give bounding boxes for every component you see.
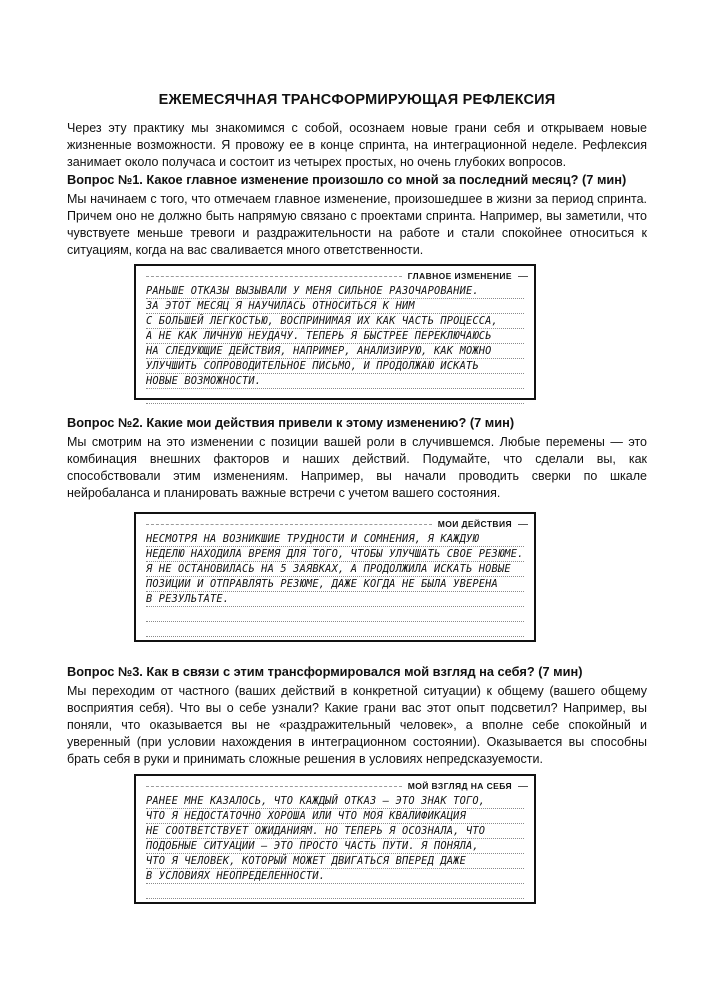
page-title: ЕЖЕМЕСЯЧНАЯ ТРАНСФОРМИРУЮЩАЯ РЕФЛЕКСИЯ — [158, 92, 556, 108]
note-3-lines — [146, 794, 524, 899]
intro-paragraph: Через эту практику мы знакомимся с собой, осознаем новые грани себя и открываем новые жизненные возможности. Я провожу ее в конце спринта, на интеграционной неделе. Рефлексия занимает около получаса и состоит из четырех простых, но очень глубоких вопросов. — [67, 121, 647, 169]
note-line: НА СЛЕДУЮЩИЕ ДЕЙСТВИЯ, НАПРИМЕР, АНАЛИЗИРУЮ, КАК МОЖНО — [146, 344, 524, 359]
note-line — [146, 884, 524, 899]
note-line: ПОДОБНЫЕ СИТУАЦИИ — ЭТО ПРОСТО ЧАСТЬ ПУТИ. Я ПОНЯЛА, — [146, 839, 524, 854]
note-line: В УСЛОВИЯХ НЕОПРЕДЕЛЕННОСТИ. — [146, 869, 524, 884]
note-line: УЛУЧШИТЬ СОПРОВОДИТЕЛЬНОЕ ПИСЬМО, И ПРОДОЛЖАЮ ИСКАТЬ — [146, 359, 524, 374]
question-2-heading: Вопрос №2. Какие мои действия привели к этому изменению? (7 мин) — [67, 415, 515, 430]
note-line: НЕ СООТВЕТСТВУЕТ ОЖИДАНИЯМ. НО ТЕПЕРЬ Я ОСОЗНАЛА, ЧТО — [146, 824, 524, 839]
note-line: НОВЫЕ ВОЗМОЖНОСТИ. — [146, 374, 524, 389]
note-1-label: ГЛАВНОЕ ИЗМЕНЕНИЕ — [407, 271, 512, 281]
note-line: РАНЬШЕ ОТКАЗЫ ВЫЗЫВАЛИ У МЕНЯ СИЛЬНОЕ РАЗОЧАРОВАНИЕ. — [146, 284, 524, 299]
note-line — [146, 607, 524, 622]
note-box-1 — [134, 264, 536, 400]
note-3-label: МОЙ ВЗГЛЯД НА СЕБЯ — [407, 781, 512, 791]
section-1 — [67, 171, 647, 259]
note-1-header — [146, 270, 528, 282]
question-3-heading: Вопрос №3. Как в связи с этим трансформировался мой взгляд на себя? (7 мин) — [67, 664, 583, 679]
note-line — [146, 622, 524, 637]
note-line: С БОЛЬШЕЙ ЛЕГКОСТЬЮ, ВОСПРИНИМАЯ ИХ КАК ЧАСТЬ ПРОЦЕССА, — [146, 314, 524, 329]
note-box-2 — [134, 512, 536, 642]
note-line: А НЕ КАК ЛИЧНУЮ НЕУДАЧУ. ТЕПЕРЬ Я БЫСТРЕЕ ПЕРЕКЛЮЧАЮСЬ — [146, 329, 524, 344]
note-line — [146, 389, 524, 404]
note-line: РАНЕЕ МНЕ КАЗАЛОСЬ, ЧТО КАЖДЫЙ ОТКАЗ — ЭТО ЗНАК ТОГО, — [146, 794, 524, 809]
note-line: НЕСМОТРЯ НА ВОЗНИКШИЕ ТРУДНОСТИ И СОМНЕНИЯ, Я КАЖДУЮ — [146, 532, 524, 547]
note-line: ЧТО Я НЕДОСТАТОЧНО ХОРОША ИЛИ ЧТО МОЯ КВАЛИФИКАЦИЯ — [146, 809, 524, 824]
note-2-label: МОИ ДЕЙСТВИЯ — [437, 519, 512, 529]
note-line: НЕДЕЛЮ НАХОДИЛА ВРЕМЯ ДЛЯ ТОГО, ЧТОБЫ УЛУЧШАТЬ СВОЕ РЕЗЮМЕ. — [146, 548, 524, 560]
question-1-heading: Вопрос №1. Какое главное изменение произошло со мной за последний месяц? (7 мин) — [67, 172, 627, 187]
section-2 — [67, 414, 647, 502]
question-3-text: Мы переходим от частного (ваших действий в конкретной ситуации) к общему (вашего общему восприятия себя). Что вы о себе узнали? Какие грани вас этот опыт подсветил? Например, вы поняли, что оказывается вы не «раздражительный человек», а вполне себе спокойный и уверенный (при условии нахождения в интеграционном состоянии). Оказывается вы способны брать себя в руки и принимать сложные решения в условиях непредсказуемости. — [67, 684, 647, 766]
note-box-3 — [134, 774, 536, 904]
note-line: ЗА ЭТОТ МЕСЯЦ Я НАУЧИЛАСЬ ОТНОСИТЬСЯ К НИМ — [146, 299, 524, 314]
note-line: Я НЕ ОСТАНОВИЛАСЬ НА 5 ЗАЯВКАХ, А ПРОДОЛЖИЛА ИСКАТЬ НОВЫЕ — [146, 562, 524, 577]
section-3 — [67, 663, 647, 768]
intro-block — [67, 120, 647, 171]
note-1-lines — [146, 284, 524, 404]
question-2-text: Мы смотрим на это изменении с позиции вашей роли в случившемся. Любые перемены — это комбинация внешних факторов и наших действий. Подумайте, что сделали вы, как способствовали этим изменениям. Например, вы начали проводить сверки по шкале нейробаланса и планировать важные встречи с учетом вашего состояния. — [67, 435, 647, 500]
note-2-header — [146, 518, 528, 530]
note-3-header — [146, 780, 528, 792]
note-2-lines — [146, 532, 524, 637]
question-1-text: Мы начинаем с того, что отмечаем главное изменение, произошедшее в жизни за период спринта. Причем оно не должно быть напрямую связано с проектами спринта. Например, вы заметили, что чувствуете меньше тревоги и раздражительности на работе и стали спокойнее относиться к ситуациям, когда на вас сваливается много ответственности. — [67, 192, 647, 257]
note-line: ПОЗИЦИИ И ОТПРАВЛЯТЬ РЕЗЮМЕ, ДАЖЕ КОГДА НЕ БЫЛА УВЕРЕНА — [146, 577, 524, 592]
note-line: В РЕЗУЛЬТАТЕ. — [146, 592, 524, 607]
note-line: ЧТО Я ЧЕЛОВЕК, КОТОРЫЙ МОЖЕТ ДВИГАТЬСЯ ВПЕРЕД ДАЖЕ — [146, 854, 524, 869]
